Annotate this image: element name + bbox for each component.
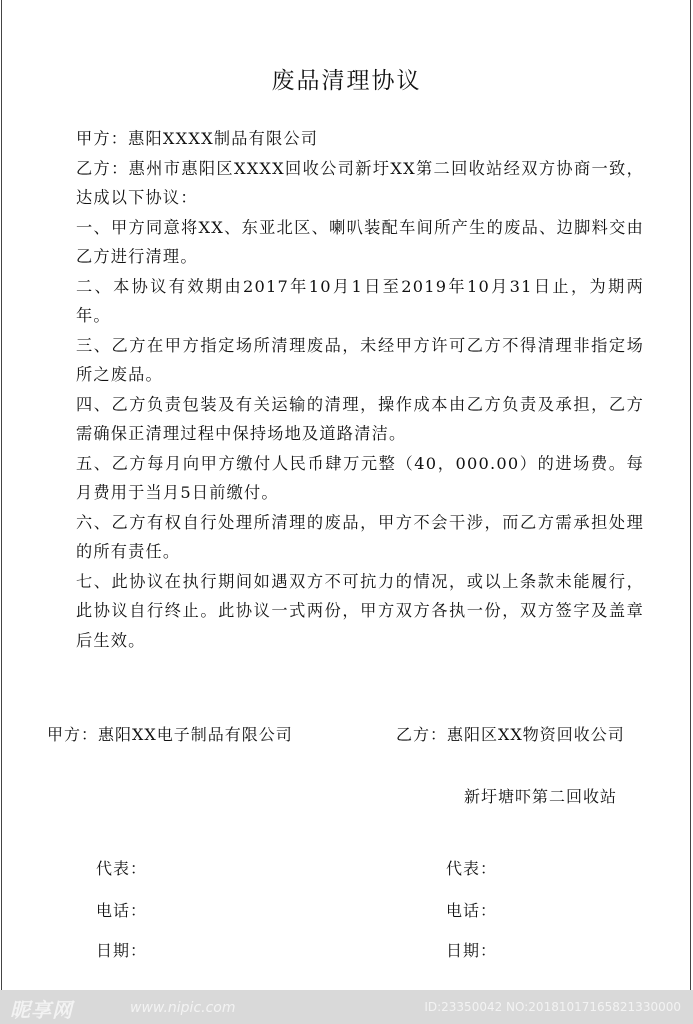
party-b-representative-label: 代表： [446,859,498,878]
agreement-body [76,124,644,655]
watermark-id: ID:23350042 NO:20181017165821330000 [424,1000,681,1014]
clause-5: 五、乙方每月向甲方缴付人民币肆万元整（40，000.00）的进场费。每月费用于当月5日前缴付。 [76,453,644,502]
clause-7: 七、此协议在执行期间如遇双方不可抗力的情况，或以上条款未能履行，此协议自行终止。此协议一式两份，甲方双方各执一份，双方签字及盖章后生效。 [76,571,644,650]
party-a-line: 甲方：惠阳XXXX制品有限公司 [76,129,319,148]
party-b-phone-label: 电话： [446,901,498,920]
clause-2: 二、本协议有效期由2017年10月1日至2019年10月31日止，为期两年。 [76,276,644,325]
clause-4: 四、乙方负责包装及有关运输的清理，操作成本由乙方负责及承担，乙方需确保正清理过程中保持场地及道路清洁。 [76,394,644,443]
party-b-date-label: 日期： [446,941,498,960]
party-b-line: 乙方：惠州市惠阳区XXXX回收公司新圩XX第二回收站经双方协商一致，达成以下协议： [76,158,644,207]
party-a-date-label: 日期： [96,941,148,960]
clause-3: 三、乙方在甲方指定场所清理废品，未经甲方许可乙方不得清理非指定场所之废品。 [76,335,644,384]
party-a-representative-label: 代表： [96,859,148,878]
watermark-logo: 昵享网 [10,998,73,1022]
clause-1: 一、甲方同意将XX、东亚北区、喇叭装配车间所产生的废品、边脚料交由乙方进行清理。 [76,217,644,266]
watermark-site: www.nipic.com [130,1000,236,1016]
signature-party-a: 甲方：惠阳XX电子制品有限公司 [47,725,293,744]
clause-6: 六、乙方有权自行处理所清理的废品，甲方不会干涉，而乙方需承担处理的所有责任。 [76,512,644,561]
document-title: 废品清理协议 [271,68,422,94]
signature-party-b: 乙方：惠阳区XX物资回收公司 [396,725,625,744]
signature-party-b-station: 新圩塘吓第二回收站 [464,787,618,806]
party-a-phone-label: 电话： [96,901,148,920]
watermark-bar [0,990,693,1024]
